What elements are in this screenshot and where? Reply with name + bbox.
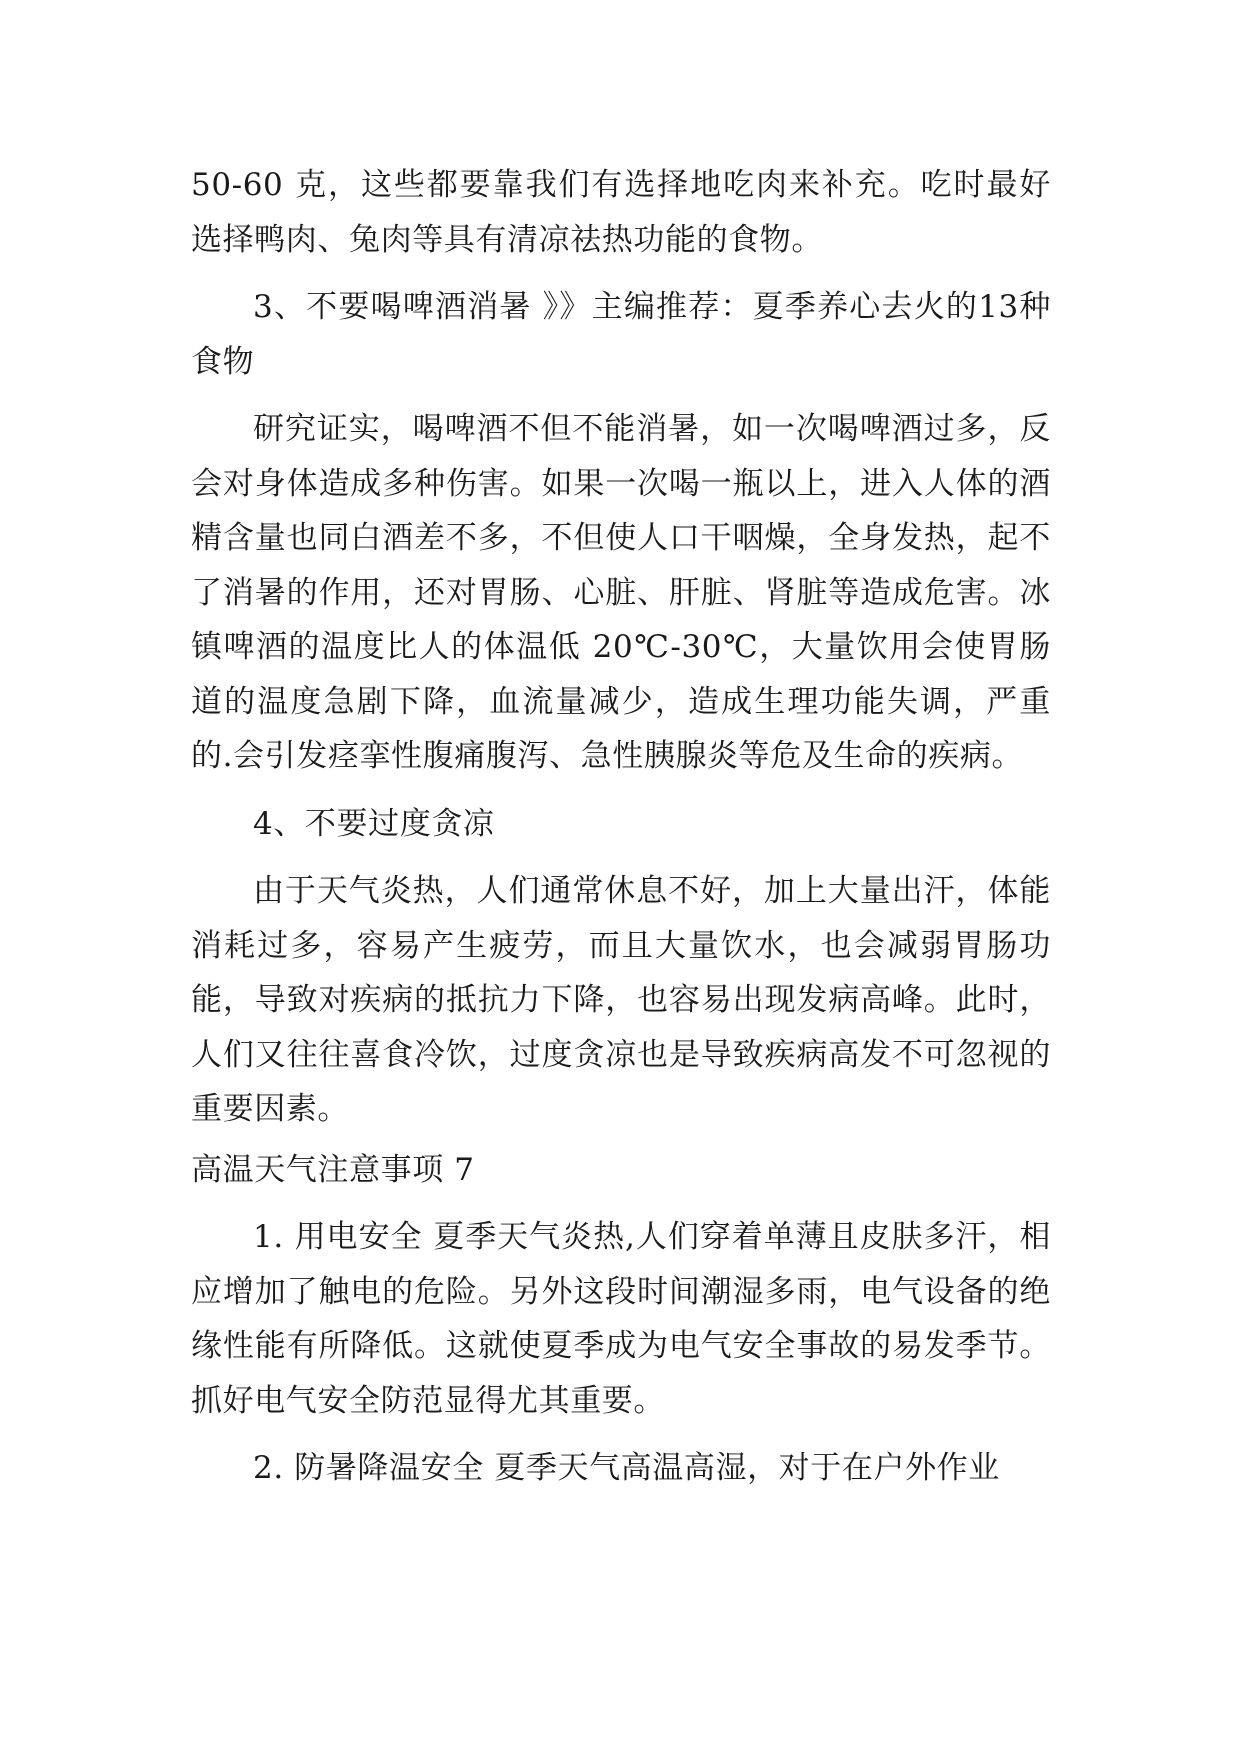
heading-no-beer: 3、不要喝啤酒消暑 》》主编推荐：夏季养心去火的13种食物	[191, 289, 1051, 380]
section-title-heat-precautions-7: 高温天气注意事项 7	[191, 1151, 475, 1188]
paragraph-overcooling: 由于天气炎热，人们通常休息不好，加上大量出汗，体能消耗过多，容易产生疲劳，而且大量饮水，也会减弱胃肠功能，导致对疾病的抵抗力下降，也容易出现发病高峰。此时，人们又往往喜食冷饮，过度贪凉也是导致疾病高发不可忽视的重要因素。	[191, 873, 1051, 1127]
paragraph-beer-harm: 研究证实，喝啤酒不但不能消暑，如一次喝啤酒过多，反会对身体造成多种伤害。如果一次喝一瓶以上，进入人体的酒精含量也同白酒差不多，不但使人口干咽燥，全身发热，起不了消暑的作用，还对胃肠、心脏、肝脏、肾脏等造成危害。冰镇啤酒的温度比人的体温低 20℃-30℃，大量饮用会使胃肠道的温度急剧下降，血流量减少，造成生理功能失调，严重的.会引发痉挛性腹痛腹泻、急性胰腺炎等危及生命的疾病。	[191, 411, 1051, 774]
heading-no-overcooling: 4、不要过度贪凉	[253, 805, 495, 842]
paragraph-electrical-safety: 1. 用电安全 夏季天气炎热,人们穿着单薄且皮肤多汗，相应增加了触电的危险。另外这段时间潮湿多雨，电气设备的绝缘性能有所降低。这就使夏季成为电气安全事故的易发季节。抓好电气安全防范显得尤其重要。	[191, 1219, 1051, 1419]
paragraph-meat-intake: 50-60 克，这些都要靠我们有选择地吃肉来补充。吃时最好选择鸭肉、兔肉等具有清凉祛热功能的食物。	[191, 167, 1051, 258]
document-body	[191, 158, 1051, 1496]
paragraph-heatstroke-safety: 2. 防暑降温安全 夏季天气高温高湿，对于在户外作业	[253, 1450, 1000, 1486]
